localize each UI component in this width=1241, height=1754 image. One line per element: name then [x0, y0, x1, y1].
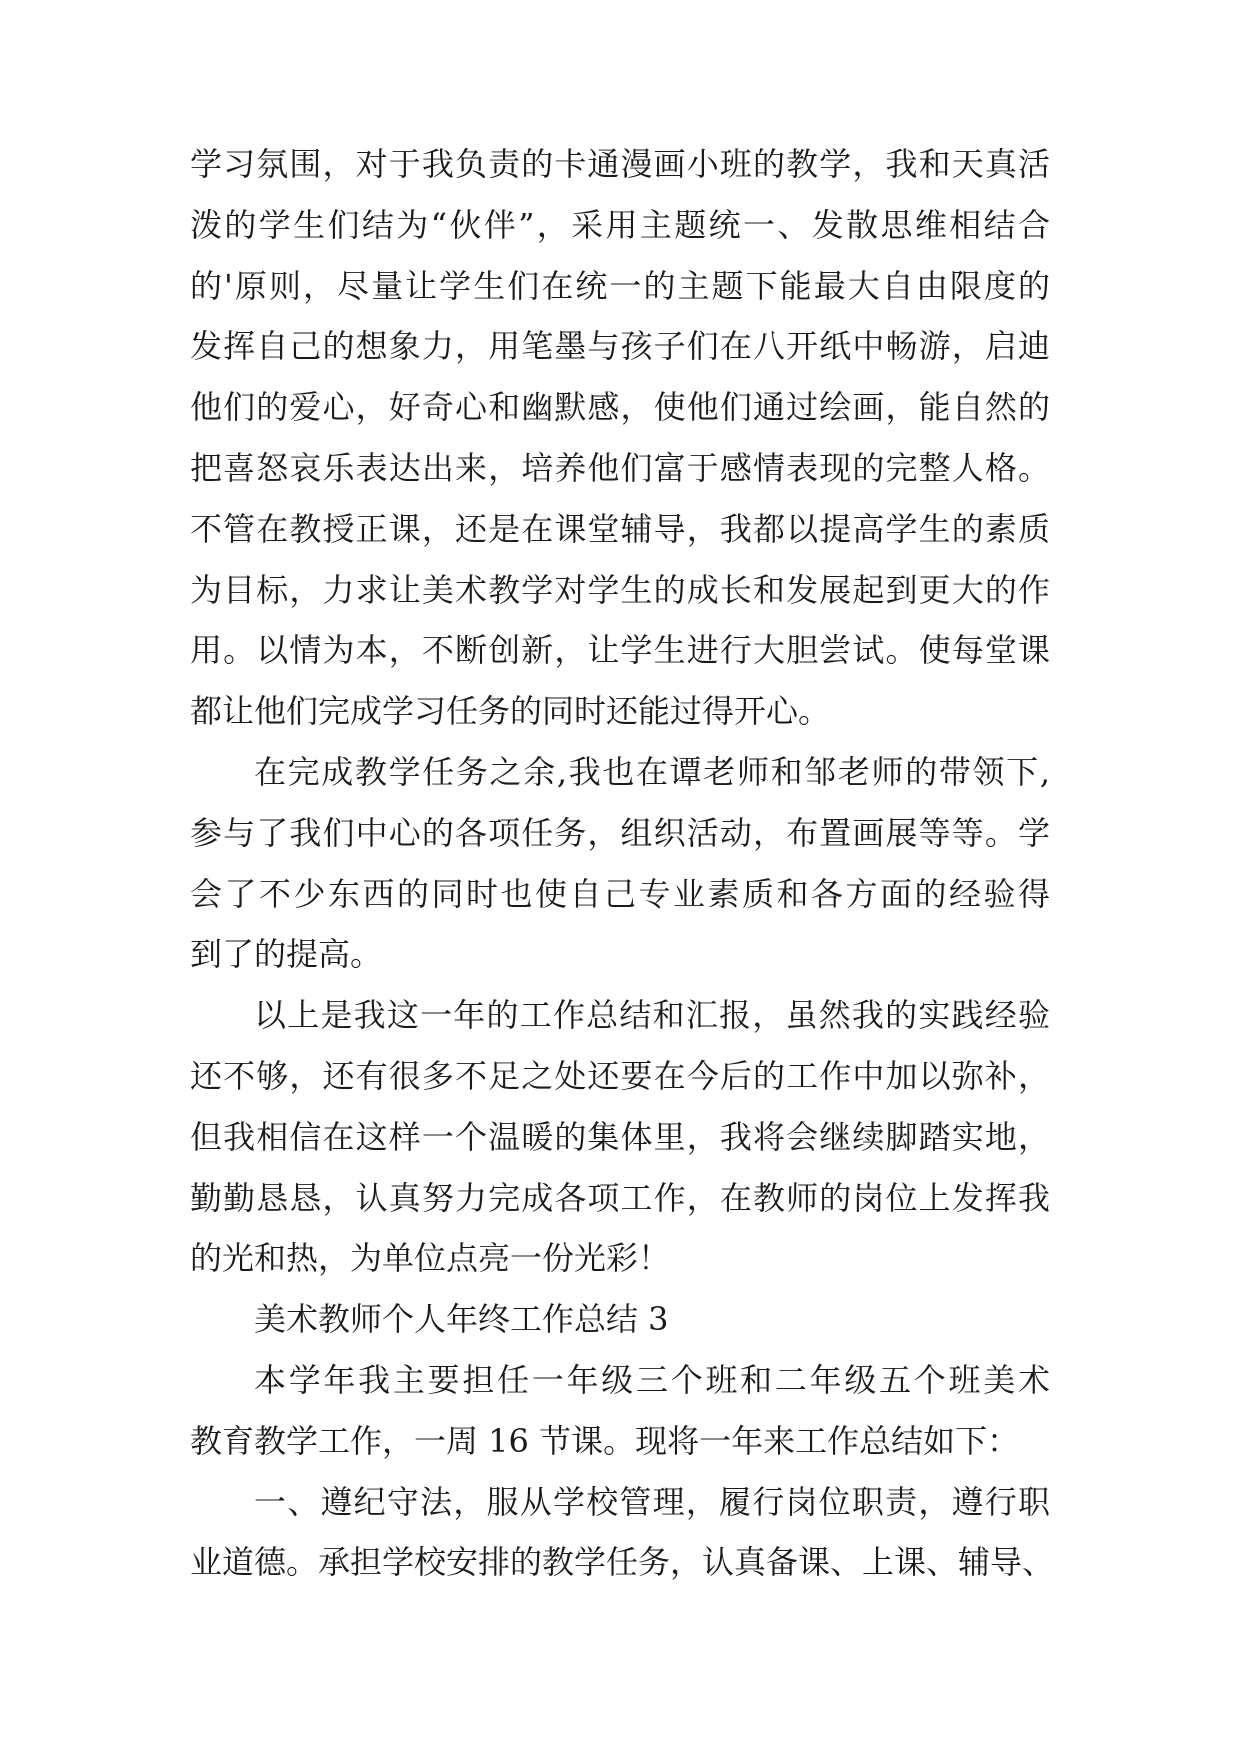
text-line: 为目标，力求让美术教学对学生的成长和发展起到更大的作 [190, 570, 1050, 609]
text-line: 会了不少东西的同时也使自己专业素质和各方面的经验得 [190, 874, 1050, 913]
text-line: 到了的提高。 [190, 935, 383, 974]
text-line: 还不够，还有很多不足之处还要在今后的工作中加以弥补， [190, 1056, 1050, 1095]
text-line: 参与了我们中心的各项任务，组织活动，布置画展等等。学 [190, 813, 1050, 852]
text-line: 不管在教授正课，还是在课堂辅导，我都以提高学生的素质 [190, 509, 1050, 548]
body-text [190, 134, 1080, 1593]
text-line: 的'原则，尽量让学生们在统一的主题下能最大自由限度的 [190, 266, 1050, 305]
text-line: 教育教学工作，一周 16 节课。现将一年来工作总结如下： [190, 1421, 1020, 1460]
section-heading: 美术教师个人年终工作总结 3 [254, 1300, 669, 1339]
text-line: 以上是我这一年的工作总结和汇报，虽然我的实践经验 [254, 996, 1050, 1035]
text-line: 都让他们完成学习任务的同时还能过得开心。 [190, 692, 831, 731]
text-line: 把喜怒哀乐表达出来，培养他们富于感情表现的完整人格。 [190, 448, 1050, 487]
text-line: 的光和热，为单位点亮一份光彩！ [190, 1239, 671, 1278]
text-line: 在完成教学任务之余,我也在谭老师和邹老师的带领下, [254, 752, 1050, 791]
text-line: 一、遵纪守法，服从学校管理，履行岗位职责，遵行职 [254, 1482, 1050, 1521]
text-line: 学习氛围，对于我负责的卡通漫画小班的教学，我和天真活 [190, 145, 1050, 183]
text-line: 业道德。承担学校安排的教学任务，认真备课、上课、辅导、 [190, 1543, 1055, 1582]
text-line: 勤勤恳恳，认真努力完成各项工作，在教师的岗位上发挥我 [190, 1178, 1050, 1217]
text-line: 发挥自己的想象力，用笔墨与孩子们在八开纸中畅游，启迪 [190, 327, 1050, 366]
text-line: 本学年我主要担任一年级三个班和二年级五个班美术 [254, 1360, 1050, 1399]
text-line: 用。以情为本，不断创新，让学生进行大胆尝试。使每堂课 [190, 631, 1050, 670]
text-line: 他们的爱心，好奇心和幽默感，使他们通过绘画，能自然的 [190, 388, 1050, 427]
text-line: 泼的学生们结为“伙伴”，采用主题统一、发散思维相结合 [190, 205, 1050, 244]
text-line: 但我相信在这样一个温暖的集体里，我将会继续脚踏实地， [190, 1117, 1050, 1156]
